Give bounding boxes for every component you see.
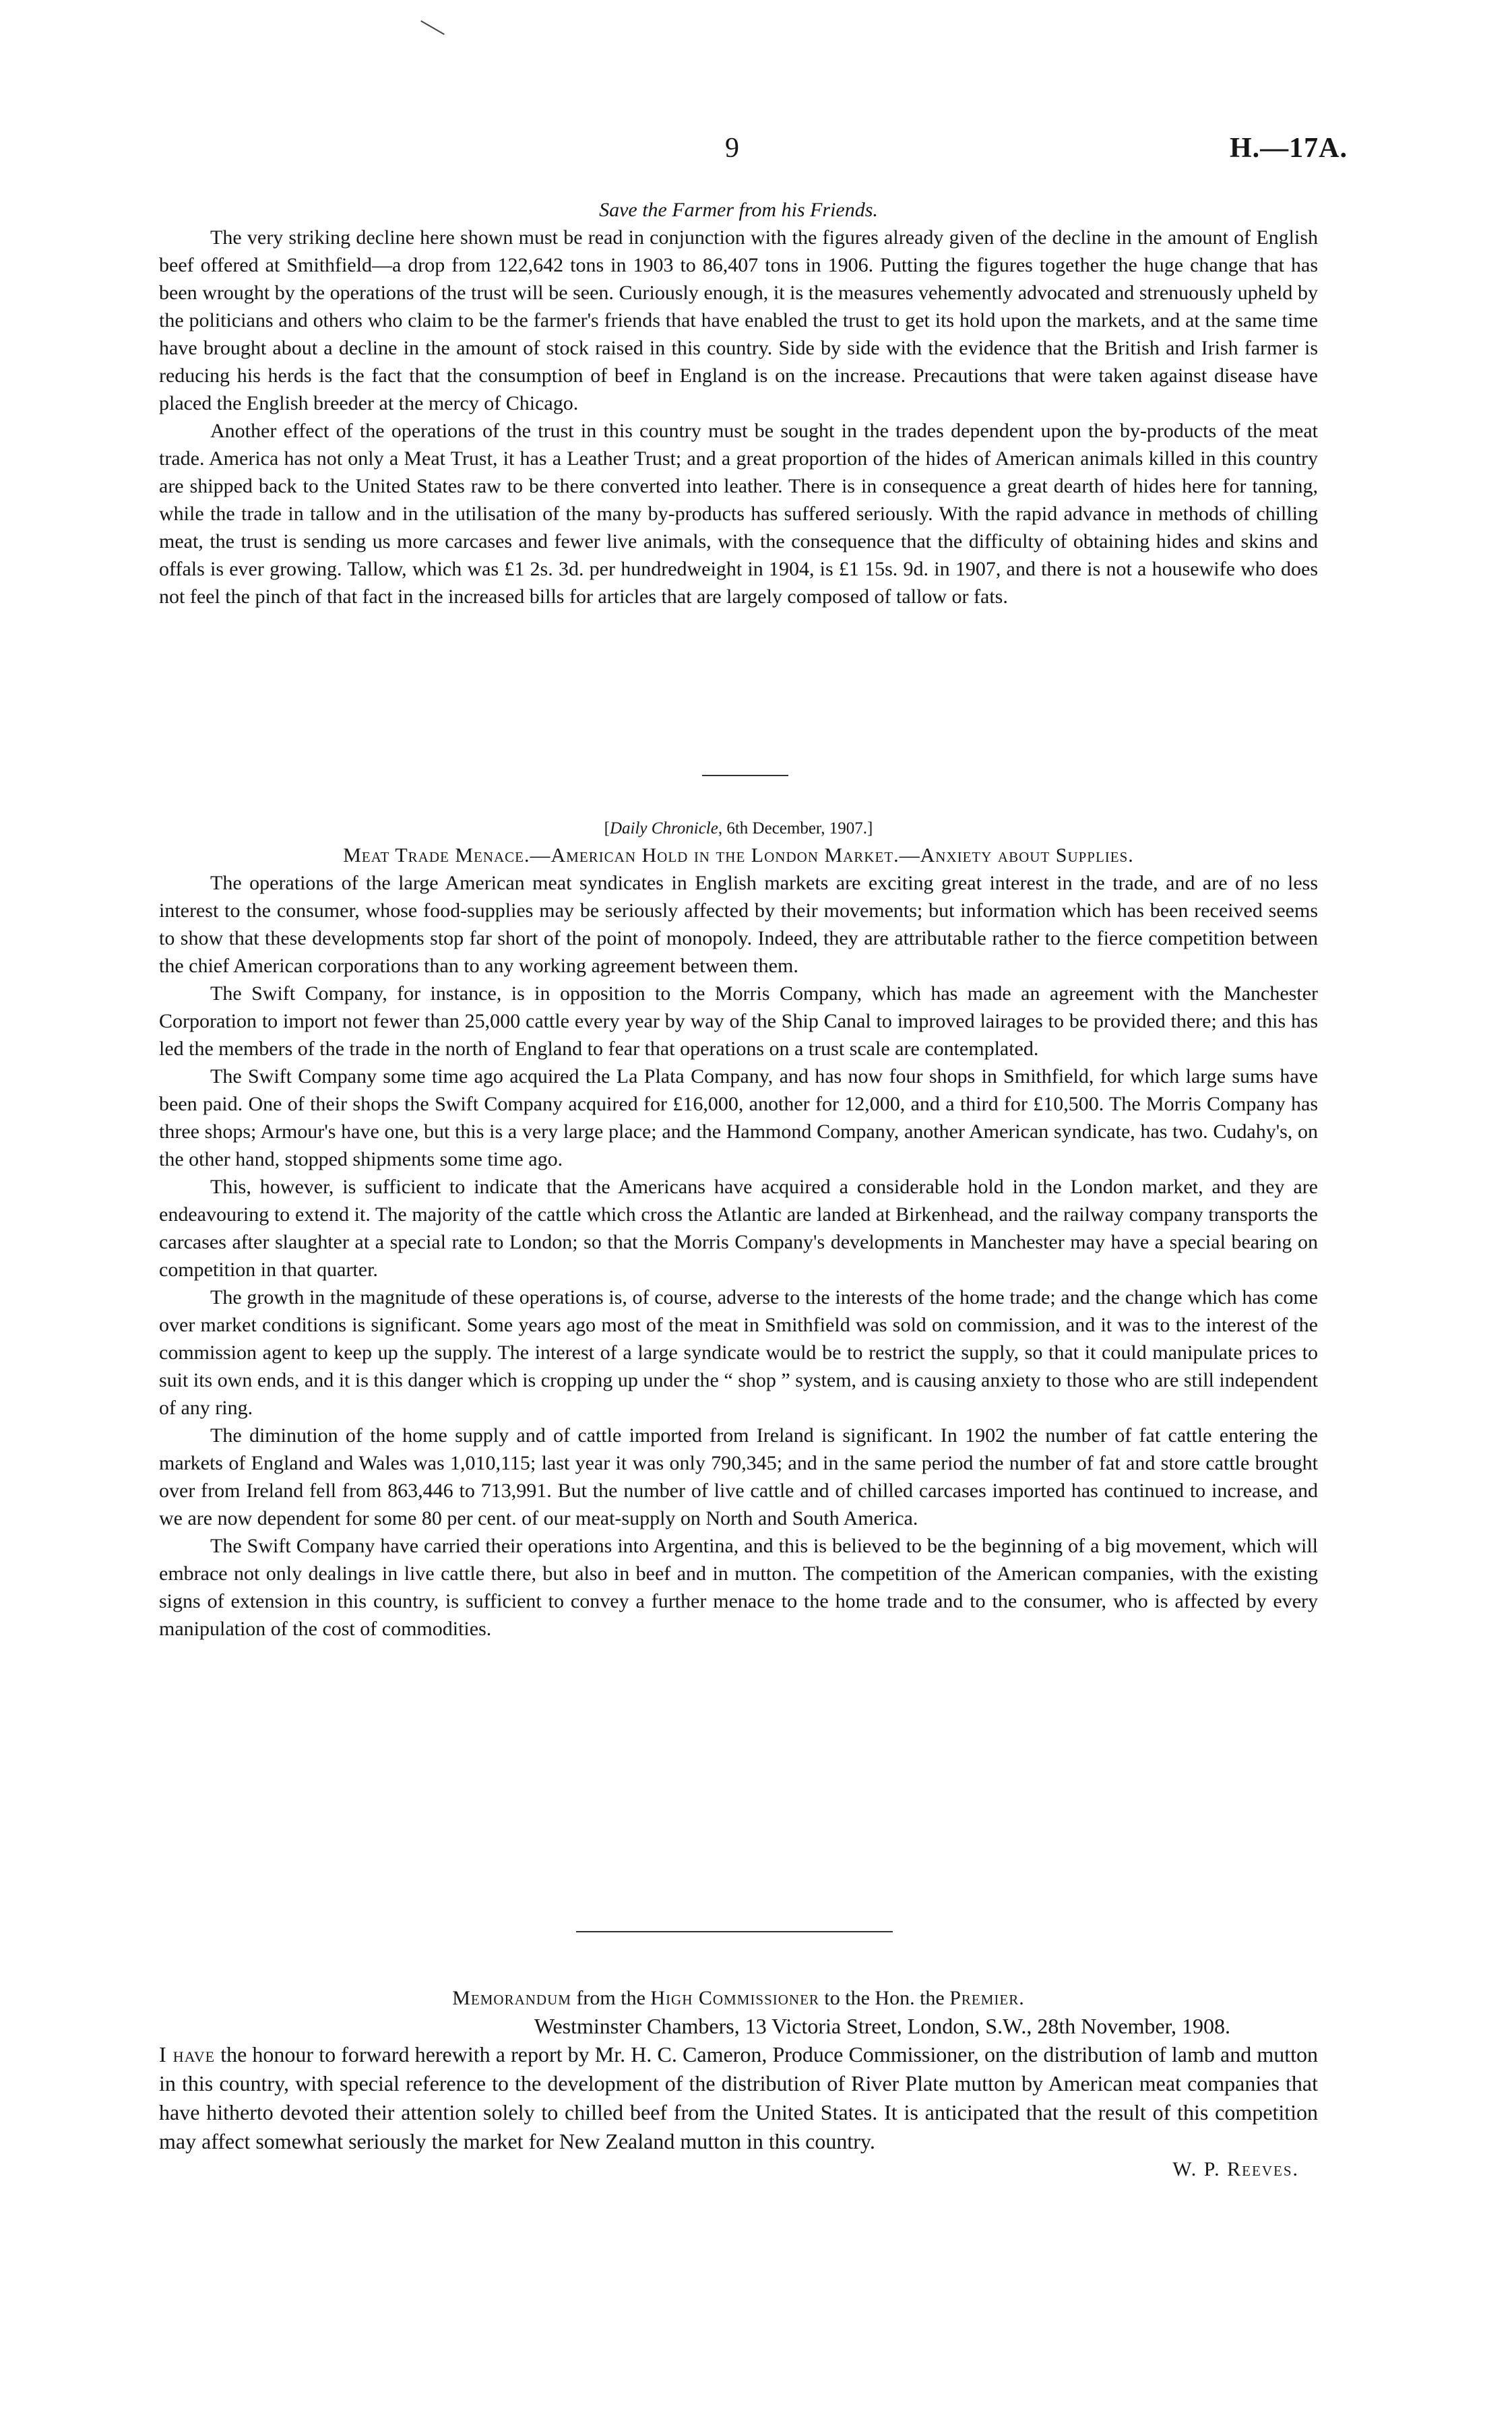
newspaper-name: Daily Chronicle [609, 819, 718, 837]
signature: W. P. Reeves. [1172, 2158, 1299, 2180]
section-title: Save the Farmer from his Friends. [599, 199, 878, 221]
dateline: [Daily Chronicle, 6th December, 1907.] [604, 819, 873, 837]
scan-mark [420, 20, 445, 35]
memo-opening: I have [159, 2042, 216, 2066]
paragraph: The growth in the magnitude of these operations is, of course, adverse to the interests of the home trade; and the change which has come over market conditions is significant. Some years ago most of the meat in Smithfield was sold on commission, and it was to the interest of the commission agent to keep up the supply. The interest of a large syndicate would be to restrict the supply, so that it could manipulate prices to suit its own ends, and it is this danger which is cropping up under the “ shop ” system, and is causing anxiety to those who are still independent of any ring. [159, 1286, 1318, 1419]
paragraph: The operations of the large American meat syndicates in English markets are exciting great interest in the trade, and are of no less interest to the consumer, whose food-supplies may be seriously affected by their movements; but information which has been received seems to show that these developments stop far short of the point of monopoly. Indeed, they are attributable rather to the fierce competition between the chief American corporations than to any working agreement between them. [159, 872, 1318, 977]
paragraph: The diminution of the home supply and of cattle imported from Ireland is significant. In 1902 the number of fat cattle entering the markets of England and Wales was 1,010,115; last year it was only 790,345; and in the same period the number of fat and store cattle brought over from Ireland fell from 863,446 to 713,991. But the number of live cattle and of chilled carcases imported has continued to increase, and we are now dependent for some 80 per cent. of our meat-supply on North and South America. [159, 1424, 1318, 1529]
paragraph: The Swift Company have carried their operations into Argentina, and this is believed to be the beginning of a big movement, which will embrace not only dealings in live cattle there, but also in beef and in mutton. The competition of the American companies, with the existing signs of extension in this country, is sufficient to convey a further menace to the home trade and to the consumer, who is affected by every manipulation of the cost of commodities. [159, 1535, 1318, 1640]
paragraph: The very striking decline here shown must be read in conjunction with the figures already given of the decline in the amount of English beef offered at Smithfield—a drop from 122,642 tons in 1903 to 86,407 tons in 1906. Putting the figures together the huge change that has been wrought by the operations of the trust will be seen. Curiously enough, it is the measures vehemently advocated and strenuously upheld by the politicians and others who claim to be the farmer's friends that have enabled the trust to get its hold upon the markets, and at the same time have brought about a decline in the amount of stock raised in this country. Side by side with the evidence that the British and Irish farmer is reducing his herds is the fact that the consumption of beef in England is on the increase. Precautions that were taken against disease have placed the English breeder at the mercy of Chicago. [159, 226, 1318, 414]
article-date: , 6th December, 1907.] [718, 819, 873, 837]
section-daily-chronicle [159, 815, 1318, 1643]
divider-rule [576, 1931, 893, 1932]
memo-heading: Memorandum from the High Commissioner to the Hon. the Premier. [452, 1987, 1025, 2009]
document-reference: H.—17A. [1230, 133, 1348, 164]
memo-address: Westminster Chambers, 13 Victoria Street, London, S.W., 28th November, 1908. [534, 2014, 1230, 2038]
paragraph: This, however, is sufficient to indicate that the Americans have acquired a considerable hold in the London market, and they are endeavouring to extend it. The majority of the cattle which cross the Atlantic are landed at Birkenhead, and the railway company transports the carcases after slaughter at a special rate to London; so that the Morris Company's developments in Manchester may have a special bearing on competition in that quarter. [159, 1176, 1318, 1281]
article-headline: Meat Trade Menace.—American Hold in the London Market.—Anxiety about Supplies. [343, 844, 1134, 866]
section-save-the-farmer [159, 197, 1318, 610]
divider-rule [702, 775, 788, 776]
paragraph: Another effect of the operations of the trust in this country must be sought in the trades dependent upon the by-products of the meat trade. America has not only a Meat Trust, it has a Leather Trust; and a great proportion of the hides of American animals killed in this country are shipped back to the United States raw to be there converted into leather. There is in consequence a great dearth of hides here for tanning, while the trade in tallow and in the utilisation of the many by-products has suffered seriously. With the rapid advance in methods of chilling meat, the trust is sending us more carcases and fewer live animals, with the consequence that the difficulty of obtaining hides and skins and offals is ever growing. Tallow, which was £1 2s. 3d. per hundredweight in 1904, is £1 15s. 9d. in 1907, and there is not a housewife who does not feel the pinch of that fact in the increased bills for articles that are largely composed of tallow or fats. [159, 420, 1318, 608]
memo-body: I have the honour to forward herewith a report by Mr. H. C. Cameron, Produce Commissioner, on the distribution of lamb and mutton in this country, with special reference to the development of the distribution of River Plate mutton by American meat companies that have hitherto devoted their attention solely to chilled beef from the United States. It is anticipated that the result of this competition may affect somewhat seriously the market for New Zealand mutton in this country. [159, 2042, 1319, 2153]
page-number: 9 [725, 133, 739, 164]
paragraph: The Swift Company, for instance, is in opposition to the Morris Company, which has made an agreement with the Manchester Corporation to import not fewer than 25,000 cattle every year by way of the Ship Canal to improved lairages to be provided there; and this has led the members of the trade in the north of England to fear that operations on a trust scale are contemplated. [159, 982, 1318, 1060]
section-memorandum [159, 1985, 1318, 2183]
paragraph: The Swift Company some time ago acquired the La Plata Company, and has now four shops in Smithfield, for which large sums have been paid. One of their shops the Swift Company acquired for £16,000, another for 12,000, and a third for £10,500. The Morris Company has three shops; Armour's have one, but this is a very large place; and the Hammond Company, another American syndicate, has two. Cudahy's, on the other hand, stopped shipments some time ago. [159, 1065, 1318, 1170]
